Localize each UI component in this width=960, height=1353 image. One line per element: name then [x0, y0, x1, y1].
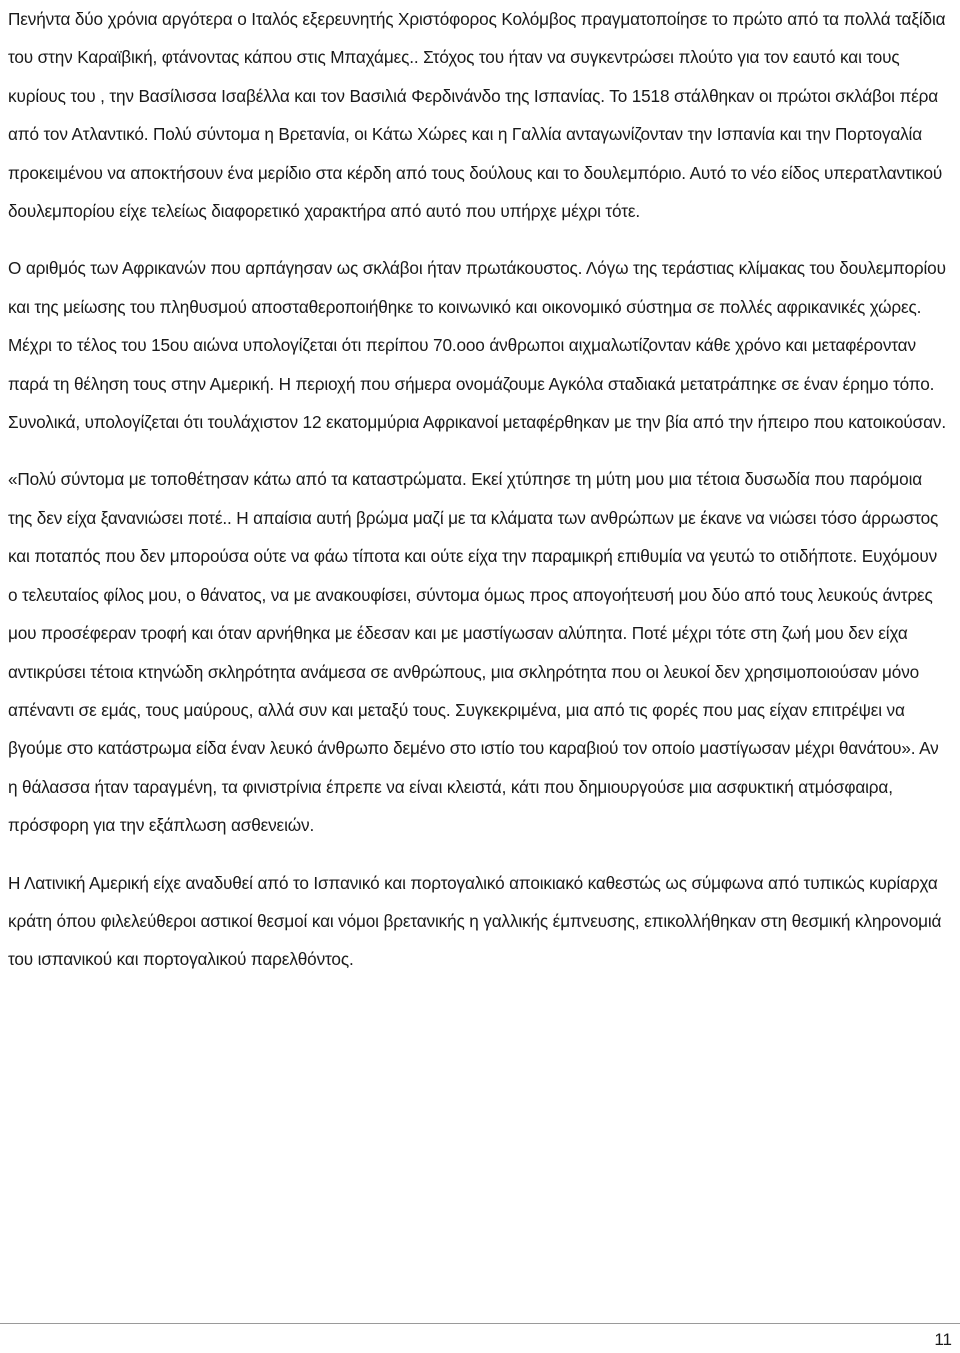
paragraph-testimony-quote: «Πολύ σύντομα με τοποθέτησαν κάτω από τα καταστρώματα. Εκεί χτύπησε τη μύτη μου μια τέτοια δυσωδία που παρόμοια της δεν είχα ξανανιώσει ποτέ.. Η απαίσια αυτή βρώμα μαζί με τα κλάματα των ανθρώπων με έκανε να νιώσει τόσο άρρωστος και ποταπός που δεν μπορούσα ούτε να φάω τίποτα και ούτε είχα την παραμικρή επιθυμία να γευτώ το οτιδήποτε. Ευχόμουν ο τελευταίος φίλος μου, ο θάνατος, να με ανακουφίσει, σύντομα όμως προς απογοήτευσή μου δύο από τους λευκούς άντρες μου προσέφεραν τροφή και όταν αρνήθηκα με έδεσαν και με μαστίγωσαν αλύπητα. Ποτέ μέχρι τότε στη ζωή μου δεν είχα αντικρύσει τέτοια κτηνώδη σκληρότητα ανάμεσα σε ανθρώπους, μια σκληρότητα που οι λευκοί δεν χρησιμοποιούσαν μόνο απέναντι σε εμάς, τους μαύρους, αλλά συν και μεταξύ τους. Συγκεκριμένα, μια από τις φορές που μας είχαν επιτρέψει να βγούμε στο κατάστρωμα είδα έναν λευκό άνθρωπο δεμένο στο ιστίο του καραβιού τον οποίο μαστίγωσαν μέχρι θανάτου». Αν η θάλασσα ήταν ταραγμένη, τα φινιστρίνια έπρεπε να είναι κλειστά, κάτι που δημιουργούσε μια ασφυκτική ατμόσφαιρα, πρόσφορη για την εξάπλωση ασθενειών. — [8, 469, 939, 836]
paragraph-columbus: Πενήντα δύο χρόνια αργότερα ο Ιταλός εξερευνητής Χριστόφορος Κολόμβος πραγματοποίησε το πρώτο από τα πολλά ταξίδια του στην Καραϊβική, φτάνοντας κάπου στις Μπαχάμες.. Στόχος του ήταν να συγκεντρώσει πλούτο για τον εαυτό και τους κυρίους του , την Βασίλισσα Ισαβέλλα και τον Βασιλιά Φερδινάνδο της Ισπανίας. Το 1518 στάλθηκαν οι πρώτοι σκλάβοι πέρα από τον Ατλαντικό. Πολύ σύντομα η Βρετανία, οι Κάτω Χώρες και η Γαλλία ανταγωνίζονταν την Ισπανία και την Πορτογαλία προκειμένου να αποκτήσουν ένα μερίδιο στα κέρδη από τους δούλους και το δουλεμπόριο. Αυτό το νέο είδος υπερατλαντικού δουλεμπορίου είχε τελείως διαφορετικό χαρακτήρα από αυτό που υπήρχε μέχρι τότε. — [8, 9, 946, 222]
paragraph-african-numbers: Ο αριθμός των Αφρικανών που αρπάγησαν ως σκλάβοι ήταν πρωτάκουστος. Λόγω της τεράστιας κλίμακας του δουλεμπορίου και της μείωσης του πληθυσμού αποσταθεροποιήθηκε το κοινωνικό και οικονομικό σύστημα σε πολλές αφρικανικές χώρες. Μέχρι το τέλος του 15ου αιώνα υπολογίζεται ότι περίπου 70.οοο άνθρωποι αιχμαλωτίζονταν κάθε χρόνο και μεταφέρονταν παρά τη θέληση τους στην Αμερική. Η περιοχή που σήμερα ονομάζουμε Αγκόλα σταδιακά μετατράπηκε σε έναν έρημο τόπο. Συνολικά, υπολογίζεται ότι τουλάχιστον 12 εκατομμύρια Αφρικανοί μεταφέρθηκαν με την βία από την ήπειρο που κατοικούσαν. — [8, 258, 946, 433]
paragraph-latin-america: Η Λατινική Αμερική είχε αναδυθεί από το Ισπανικό και πορτογαλικό αποικιακό καθεστώς ως σύμφωνα από τυπικώς κυρίαρχα κράτη όπου φιλελεύθεροι αστικοί θεσμοί και νόμοι βρετανικής η γαλλικής έμπνευσης, επικολλήθηκαν στη θεσμική κληρονομιά του ισπανικού και πορτογαλικού παρελθόντος. — [8, 872, 942, 970]
footer-divider — [0, 1323, 960, 1324]
document-body — [8, 0, 948, 998]
page-number: 11 — [934, 1330, 952, 1349]
